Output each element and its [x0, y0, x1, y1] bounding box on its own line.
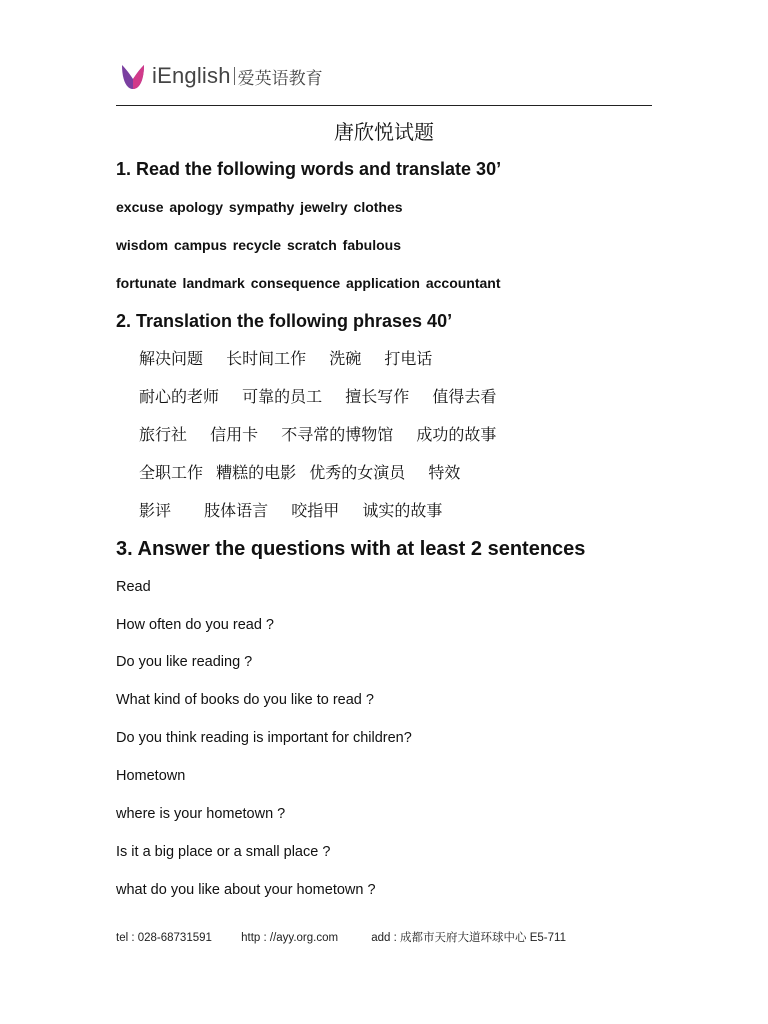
- phrase: 特效: [428, 463, 461, 482]
- phrase-row: [139, 462, 460, 484]
- word-line: fortunate landmark consequence application accountant: [116, 275, 501, 291]
- section-1-heading: 1. Read the following words and translate 30’: [116, 159, 502, 179]
- brand-name-cn: 爱英语教育: [237, 68, 323, 89]
- header-divider: [116, 105, 652, 106]
- phrase: 优秀的女演员: [309, 463, 406, 482]
- word-line: excuse apology sympathy jewelry clothes: [116, 199, 403, 215]
- phrase: 洗碗: [329, 349, 362, 368]
- question-topic: Hometown: [116, 768, 186, 784]
- question: What kind of books do you like to read ?: [116, 692, 374, 708]
- brand-name: iEnglish: [152, 63, 231, 88]
- phrase: 咬指甲: [291, 501, 340, 520]
- question: How often do you read ?: [116, 617, 274, 633]
- phrase-row: [139, 348, 432, 370]
- question: what do you like about your hometown ?: [116, 882, 376, 898]
- phrase-row: [139, 424, 496, 446]
- question-topic: Read: [116, 579, 151, 595]
- phrase: 值得去看: [432, 387, 497, 406]
- brand-logo: [118, 52, 332, 100]
- phrase: 肢体语言: [204, 501, 269, 520]
- phrase: 影评: [139, 501, 172, 520]
- question: where is your hometown ?: [116, 806, 286, 822]
- question: Is it a big place or a small place ?: [116, 844, 331, 860]
- footer-address: add : 成都市天府大道环球中心 E5-711: [371, 932, 566, 944]
- section-3-heading: 3. Answer the questions with at least 2 sentences: [116, 538, 586, 560]
- phrase: 诚实的故事: [362, 501, 443, 520]
- ienglish-logo-icon: [118, 59, 148, 93]
- logo-divider: [234, 67, 235, 85]
- phrase: 耐心的老师: [139, 387, 220, 406]
- question: Do you like reading ?: [116, 654, 253, 670]
- word-line: wisdom campus recycle scratch fabulous: [116, 237, 401, 253]
- phrase: 信用卡: [210, 425, 259, 444]
- phrase: 解决问题: [139, 349, 204, 368]
- phrase: 全职工作: [139, 463, 204, 482]
- page-title: 唐欣悦试题: [334, 120, 434, 144]
- phrase: 打电话: [384, 349, 433, 368]
- phrase: 成功的故事: [416, 425, 497, 444]
- phrase: 长时间工作: [226, 349, 307, 368]
- section-2-heading: 2. Translation the following phrases 40’: [116, 311, 453, 331]
- phrase: 可靠的员工: [242, 387, 323, 406]
- phrase-row: [139, 386, 496, 408]
- phrase: 擅长写作: [345, 387, 410, 406]
- phrase: 不寻常的博物馆: [281, 425, 394, 444]
- phrase-row: [139, 500, 442, 522]
- phrase: 糟糕的电影: [216, 463, 297, 482]
- phrase: 旅行社: [139, 425, 188, 444]
- question: Do you think reading is important for children?: [116, 730, 412, 746]
- page-footer: [116, 930, 566, 946]
- footer-website: http : //ayy.org.com: [241, 932, 339, 944]
- footer-tel: tel : 028-68731591: [116, 932, 212, 944]
